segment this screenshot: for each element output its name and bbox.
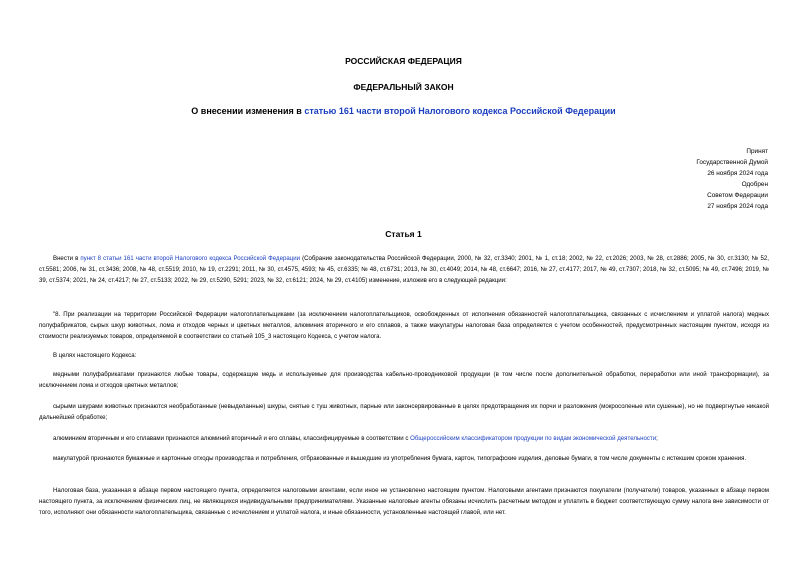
- aluminium-suffix: ;: [656, 435, 658, 442]
- approval-line: Одобрен: [741, 181, 768, 188]
- paragraph-aluminium: [39, 433, 769, 444]
- adoption-line: 26 ноября 2024 года: [707, 170, 768, 177]
- approval-line: 27 ноября 2024 года: [707, 203, 768, 210]
- intro-prefix: Внести в: [53, 255, 81, 262]
- law-title-prefix: О внесении изменения в: [191, 106, 305, 116]
- approval-line: Советом Федерации: [707, 192, 768, 199]
- article-heading: Статья 1: [385, 229, 422, 239]
- paragraph-hides: сырыми шкурами животных признаются необработанные (невыделанные) шкуры, снятые с туш животных, парные или законсервированные в целях предотвращения их порчи и разложения (мокросоленые или сушеные), но не подвергнутые никакой дальнейшей обработке;: [39, 403, 769, 421]
- law-title: [0, 106, 807, 116]
- aluminium-prefix: алюминием вторичным и его сплавами признаются алюминий вторичный и его сплавы, классифицируемые в соответствии с: [53, 435, 411, 442]
- law-title-link[interactable]: статью 161 части второй Налогового кодекса Российской Федерации: [304, 106, 616, 116]
- paragraph-point-8: "8. При реализации на территории Российской Федерации налогоплательщиками (за исключением налогоплательщиков, освобожденных от исполнения обязанностей налогоплательщика, связанных с исчислением и уплатой налога) медных полуфабрикатов, сырых шкур животных, лома и отходов черных и цветных металлов, алюминия вторичного и его сплавов, а также макулатуры налоговая база определяется с учетом особенностей, предусмотренных настоящим пунктом, исходя из стоимости реализуемых товаров, определяемой в соответствии со статьей 105_3 настоящего Кодекса, с учетом налога.: [39, 311, 769, 340]
- adoption-line: Принят: [746, 148, 768, 155]
- paragraph-paper: макулатурой признаются бумажные и картонные отходы производства и потребления, отбракованные и вышедшие из употребления бумага, картон, типографские изделия, деловые бумаги, в том числе документы с истекшим сроком хранения.: [53, 455, 747, 462]
- adoption-line: Государственной Думой: [696, 159, 768, 166]
- intro-rest: (Собрание законодательства Российской Федерации, 2000, № 32, ст.3340; 2001, № 1, ст.18; 2002, № 22, ст.2026; 2003, № 28, ст.2886; 2005, № 30, ст.3130; № 52, ст.5581; 2006, № 31, ст.3436; 2008, № 48, ст.5519; 2010, № 19, ст.2291; 2011, № 30, ст.4575, 4593; № 45, ст.6335; № 48, ст.6731; 2013, № 30, ст.4049; 2014, № 48, ст.6647; 2016, № 27, ст.4177; 2017, № 49, ст.7307; 2018, № 32, ст.5095; № 49, ст.7496; 2019, № 39, ст.5374; 2021, № 24, ст.4217; № 27, ст.5133; 2022, № 29, ст.5290, 5291; 2023, № 32, ст.6121; 2024, № 29, ст.4105) изменение, изложив его в следующей редакции:: [39, 255, 769, 284]
- law-type-heading: ФЕДЕРАЛЬНЫЙ ЗАКОН: [353, 82, 454, 92]
- country-heading: РОССИЙСКАЯ ФЕДЕРАЦИЯ: [345, 56, 462, 66]
- paragraph-tax-base: Налоговая база, указанная в абзаце первом настоящего пункта, определяется налоговыми агентами, если иное не установлено настоящим пунктом. Налоговыми агентами признаются покупатели (получатели) товаров, указанных в абзаце первом настоящего пункта, за исключением физических лиц, не являющихся индивидуальными предпринимателями. Указанные налоговые агенты обязаны исчислить расчетным методом и уплатить в бюджет соответствующую сумму налога вне зависимости от того, исполняют они обязанности налогоплательщика, связанные с исчислением и уплатой налога, и иные обязанности, установленные настоящей главой, или нет.: [39, 487, 769, 516]
- paragraph-copper: медными полуфабрикатами признаются любые товары, содержащие медь и используемые для производства кабельно-проводниковой продукции (в том числе после дополнительной обработки, переработки или иной трансформации), за исключением лома и отходов цветных металлов;: [39, 371, 769, 389]
- classifier-link[interactable]: Общероссийским классификатором продукции по видам экономической деятельности: [410, 435, 657, 442]
- adoption-info: [696, 146, 768, 212]
- paragraph-purposes: В целях настоящего Кодекса:: [53, 352, 137, 359]
- intro-link[interactable]: пункт 8 статьи 161 части второй Налогового кодекса Российской Федерации: [80, 255, 301, 262]
- paragraph-intro: [39, 253, 769, 286]
